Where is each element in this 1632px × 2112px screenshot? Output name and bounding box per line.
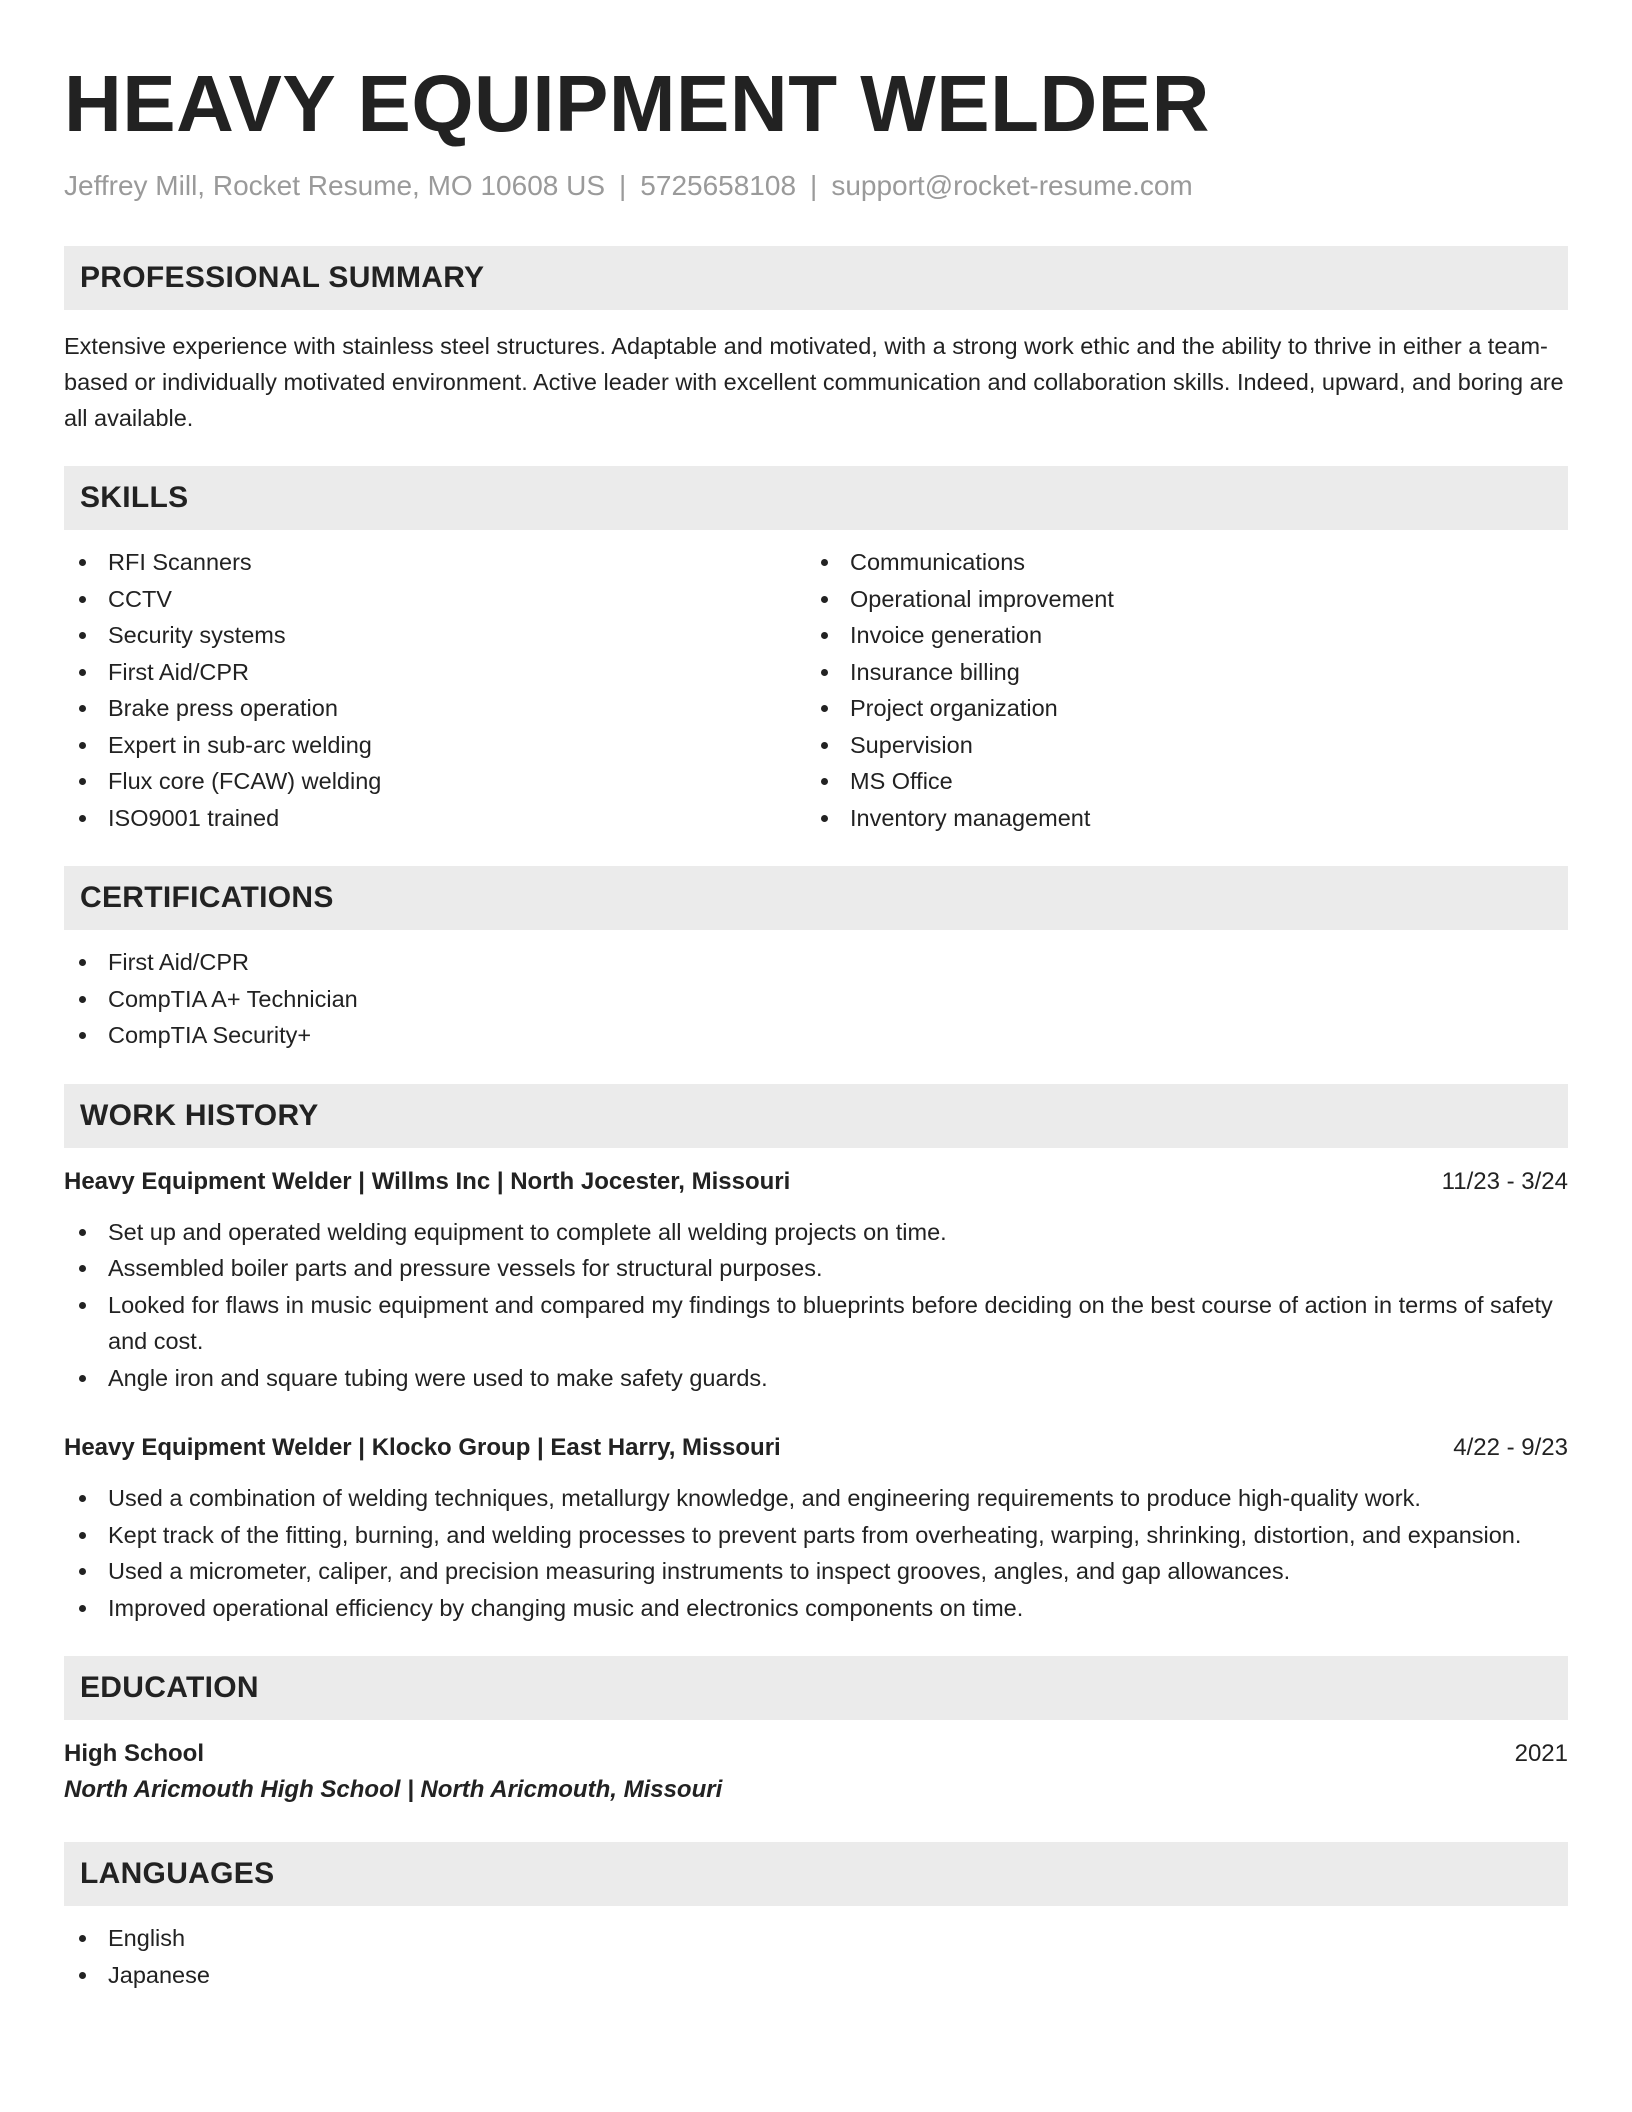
- job-bullet: Angle iron and square tubing were used to make safety guards.: [64, 1360, 1568, 1397]
- education-heading-row: [64, 1736, 1568, 1772]
- skill-item: Security systems: [64, 617, 806, 654]
- job-bullet: Kept track of the fitting, burning, and welding processes to prevent parts from overheating, warping, shrinking, distortion, and expansion.: [64, 1517, 1568, 1554]
- language-item: Japanese: [64, 1957, 1568, 1994]
- education-school: North Aricmouth High School | North Aricmouth, Missouri: [64, 1776, 723, 1803]
- job-bullet: Used a micrometer, caliper, and precision measuring instruments to inspect grooves, angles, and gap allowances.: [64, 1553, 1568, 1590]
- skill-item: First Aid/CPR: [64, 654, 806, 691]
- job-bullet: Used a combination of welding techniques, metallurgy knowledge, and engineering requirements to produce high-quality work.: [64, 1480, 1568, 1517]
- skill-item: ISO9001 trained: [64, 800, 806, 837]
- skill-item: Project organization: [806, 690, 1548, 727]
- skill-item: CCTV: [64, 581, 806, 618]
- skill-item: Inventory management: [806, 800, 1548, 837]
- skills-grid: [64, 544, 1568, 836]
- job-title: Heavy Equipment Welder | Willms Inc | North Jocester, Missouri: [64, 1167, 791, 1195]
- job-heading-row: [64, 1430, 1568, 1466]
- job-entry: [64, 1430, 1568, 1626]
- contact-separator: |: [619, 170, 627, 201]
- skill-item: Communications: [806, 544, 1548, 581]
- certification-item: First Aid/CPR: [64, 944, 1568, 981]
- skill-item: Brake press operation: [64, 690, 806, 727]
- job-heading-row: [64, 1164, 1568, 1200]
- contact-separator: |: [810, 170, 818, 201]
- languages-section-header: LANGUAGES: [64, 1842, 1568, 1906]
- job-dates: 11/23 - 3/24: [1441, 1167, 1568, 1195]
- certifications-section-header: CERTIFICATIONS: [64, 866, 1568, 930]
- skill-item: Operational improvement: [806, 581, 1548, 618]
- contact-address: Jeffrey Mill, Rocket Resume, MO 10608 US: [64, 170, 606, 201]
- language-item: English: [64, 1920, 1568, 1957]
- skill-item: MS Office: [806, 763, 1548, 800]
- job-entry: [64, 1164, 1568, 1397]
- skills-list-left: [64, 544, 806, 836]
- resume-title: HEAVY EQUIPMENT WELDER: [64, 59, 1210, 148]
- summary-section-header: PROFESSIONAL SUMMARY: [64, 246, 1568, 310]
- skill-item: Invoice generation: [806, 617, 1548, 654]
- skill-item: Expert in sub-arc welding: [64, 727, 806, 764]
- job-bullet: Looked for flaws in music equipment and compared my findings to blueprints before deciding on the best course of action in terms of safety and cost.: [64, 1287, 1568, 1360]
- contact-line: [64, 168, 1568, 204]
- certifications-list: [64, 944, 1568, 1054]
- job-bullet: Set up and operated welding equipment to complete all welding projects on time.: [64, 1214, 1568, 1251]
- job-dates: 4/22 - 9/23: [1453, 1434, 1568, 1461]
- job-bullets: [64, 1214, 1568, 1397]
- contact-email: support@rocket-resume.com: [831, 170, 1193, 201]
- education-section-header: EDUCATION: [64, 1656, 1568, 1720]
- job-title: Heavy Equipment Welder | Klocko Group | East Harry, Missouri: [64, 1434, 781, 1461]
- job-bullet: Assembled boiler parts and pressure vessels for structural purposes.: [64, 1250, 1568, 1287]
- skill-item: RFI Scanners: [64, 544, 806, 581]
- summary-text: Extensive experience with stainless steel structures. Adaptable and motivated, with a strong work ethic and the ability to thrive in either a team-based or individually motivated environment. Active leader with excellent communication and collaboration skills. Indeed, upward, and boring are all available.: [64, 333, 1564, 431]
- education-year: 2021: [1514, 1740, 1568, 1767]
- languages-list: [64, 1920, 1568, 1993]
- skills-list-right: [806, 544, 1548, 836]
- education-degree: High School: [64, 1740, 204, 1767]
- resume-page: [64, 58, 1568, 1993]
- contact-phone: 5725658108: [640, 170, 797, 201]
- certification-item: CompTIA Security+: [64, 1017, 1568, 1054]
- job-bullets: [64, 1480, 1568, 1626]
- education-entry: [64, 1736, 1568, 1808]
- skill-item: Supervision: [806, 727, 1548, 764]
- skill-item: Flux core (FCAW) welding: [64, 763, 806, 800]
- skill-item: Insurance billing: [806, 654, 1548, 691]
- certification-item: CompTIA A+ Technician: [64, 981, 1568, 1018]
- work-history-section-header: WORK HISTORY: [64, 1084, 1568, 1148]
- skills-section-header: SKILLS: [64, 466, 1568, 530]
- job-bullet: Improved operational efficiency by changing music and electronics components on time.: [64, 1590, 1568, 1627]
